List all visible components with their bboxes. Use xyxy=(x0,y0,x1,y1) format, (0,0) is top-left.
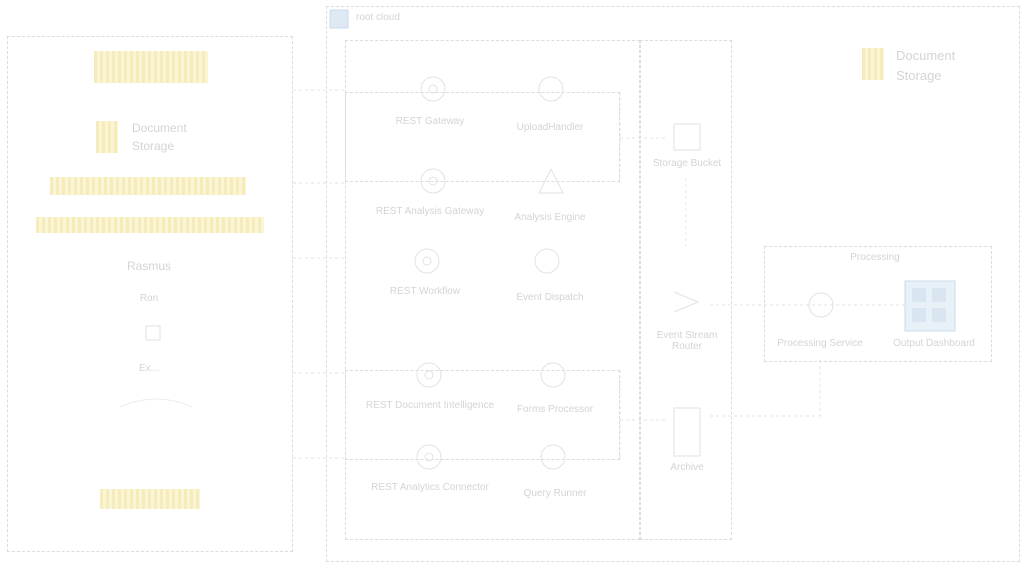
top-legend-title: Document xyxy=(896,48,956,63)
service-api-label: REST Document Intelligence xyxy=(365,400,495,411)
service-handler-label: UploadHandler xyxy=(516,122,584,133)
client-legend-title: Document xyxy=(132,121,187,135)
top-legend-swatch xyxy=(862,48,884,80)
client-item-label: Ex... xyxy=(138,363,159,374)
device-icon xyxy=(116,385,196,415)
service-handler-label: Forms Processor xyxy=(516,404,594,415)
client-panel xyxy=(7,36,293,552)
api-gear-icon xyxy=(414,442,444,472)
handler-triangle-icon xyxy=(536,166,566,196)
handler-user-icon xyxy=(536,74,566,104)
storage-node-label-2: Archive xyxy=(670,462,704,473)
user-icon xyxy=(143,323,163,343)
processing-icon xyxy=(806,290,836,320)
storage-node-label-1: Event Stream Router xyxy=(656,330,718,352)
cloud-label: root cloud xyxy=(356,12,400,23)
client-banner-top xyxy=(50,177,246,195)
client-legend-swatch xyxy=(96,121,118,153)
handler-user-icon xyxy=(538,360,568,390)
handler-user-icon xyxy=(532,246,562,276)
handler-user-icon xyxy=(538,442,568,472)
service-row-box-1 xyxy=(345,92,620,182)
api-gear-icon xyxy=(418,166,448,196)
service-handler-label: Event Dispatch xyxy=(516,292,584,303)
api-gear-icon xyxy=(418,74,448,104)
processing-output-label: Output Dashboard xyxy=(893,338,975,349)
service-api-label: REST Analysis Gateway xyxy=(375,206,485,217)
router-icon xyxy=(668,284,704,320)
client-logo xyxy=(94,51,208,83)
service-api-label: REST Gateway xyxy=(395,116,465,127)
client-legend-subtitle: Storage xyxy=(132,139,175,153)
service-api-label: REST Workflow xyxy=(389,286,461,297)
client-heading: Rasmus xyxy=(126,259,171,273)
service-api-label: REST Analytics Connector xyxy=(371,482,489,493)
processing-group-label: Processing xyxy=(850,252,900,263)
archive-icon xyxy=(670,404,704,460)
cloud-icon xyxy=(328,8,350,30)
api-gear-icon xyxy=(412,246,442,276)
storage-bucket-icon xyxy=(670,120,704,154)
service-handler-label: Analysis Engine xyxy=(514,212,586,223)
api-gear-icon xyxy=(414,360,444,390)
processing-step-label: Processing Service xyxy=(777,338,863,349)
service-handler-label: Query Runner xyxy=(523,488,587,499)
client-subline: Ron xyxy=(139,293,159,304)
storage-node-label-0: Storage Bucket xyxy=(652,158,722,169)
client-footer-logo xyxy=(100,489,200,509)
top-legend-subtitle: Storage xyxy=(896,68,942,83)
client-banner-bottom xyxy=(36,217,264,233)
dashboard-icon xyxy=(904,280,956,332)
service-row-box-2 xyxy=(345,370,620,460)
